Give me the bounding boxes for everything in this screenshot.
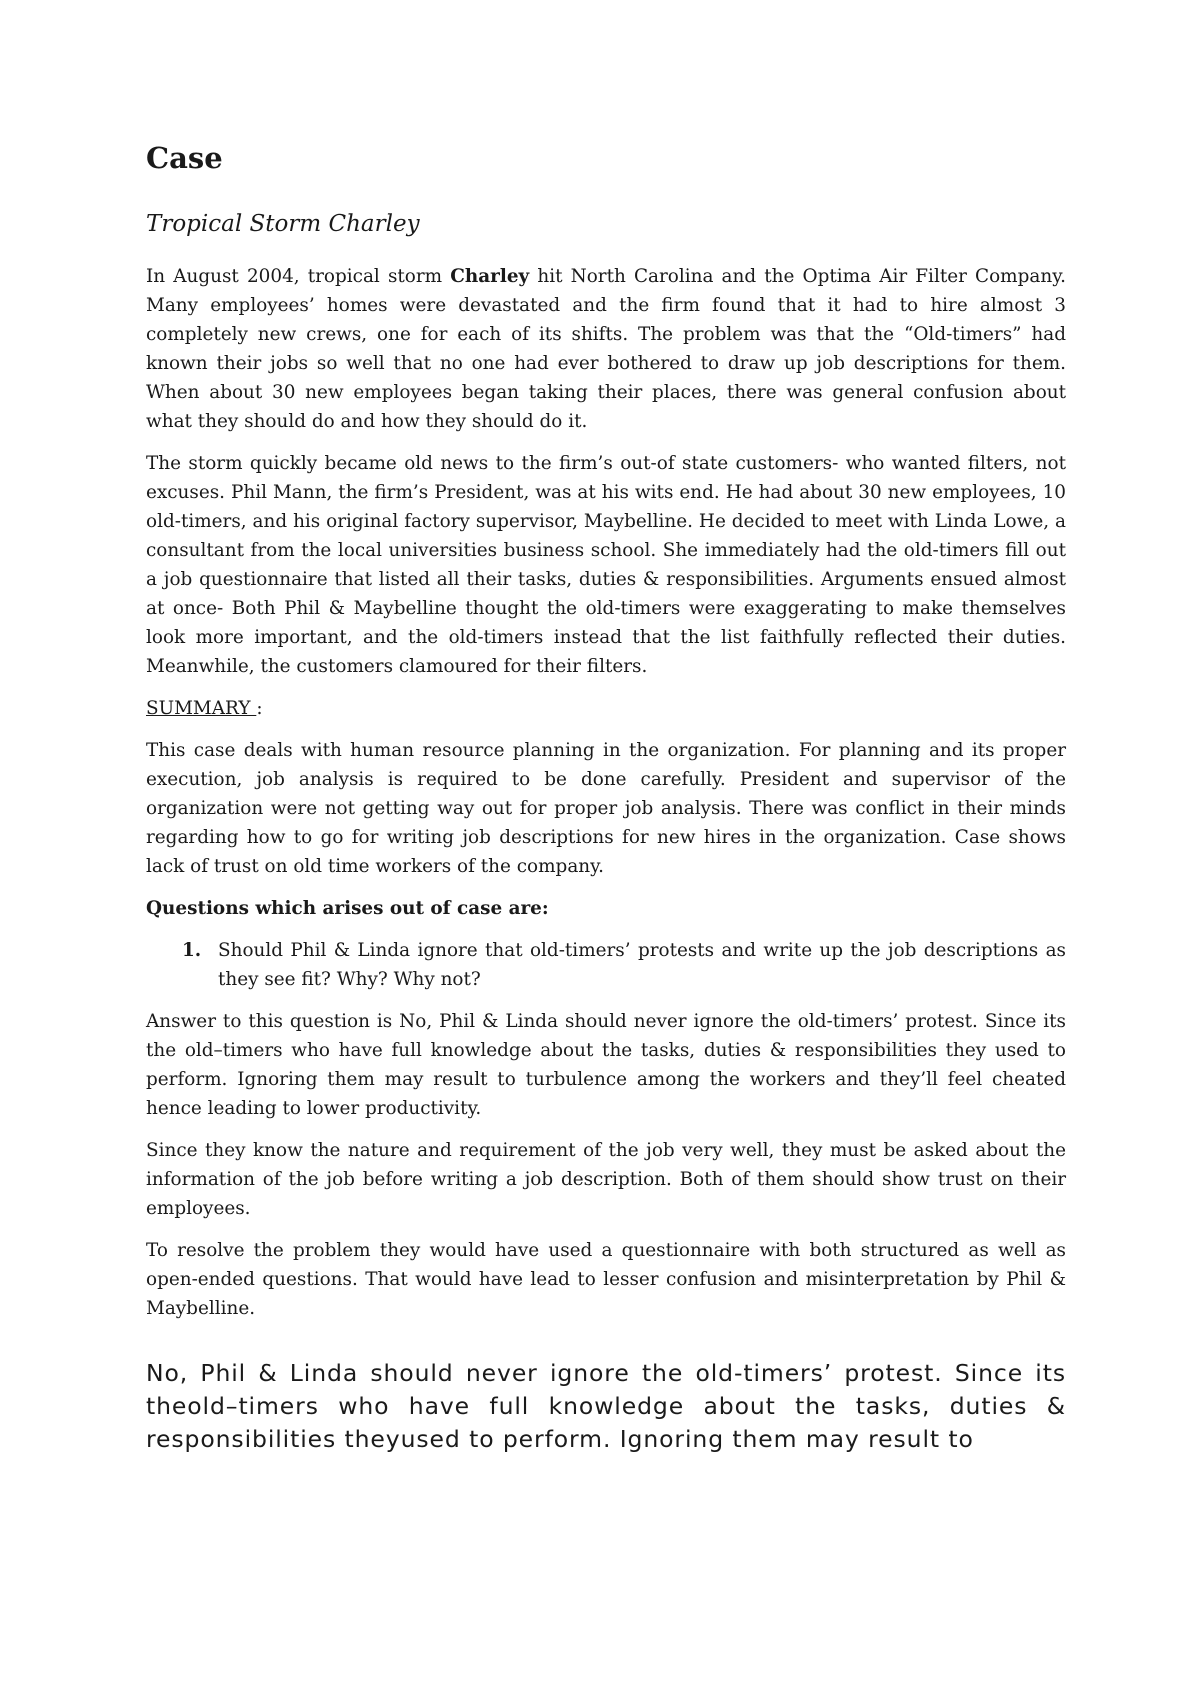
summary-heading-colon: : — [256, 698, 263, 719]
question-number: 1. — [182, 940, 202, 961]
intro-text-rest: hit North Carolina and the Optima Air Filter Company. Many employees’ homes were devastated and the firm found that it had to hire almost 3 completely new crews, one for each of its shifts. The problem was that the “Old-timers” had known their jobs so well that no one had ever bothered to draw up job descriptions for them. When about 30 new employees began taking their places, there was general confusion about what they should do and how they should do it. — [146, 266, 1066, 432]
summary-heading-label: SUMMARY — [146, 698, 257, 719]
document-body — [146, 138, 1066, 1469]
answer-paragraph-2: Since they know the nature and requirement of the job very well, they must be asked about the information of the job before writing a job description. Both of them should show trust on their employees. — [146, 1140, 1066, 1219]
storm-name: Charley — [450, 266, 530, 287]
question-item — [146, 936, 1066, 994]
questions-heading: Questions which arises out of case are: — [146, 898, 549, 919]
summary-heading — [146, 694, 1066, 723]
answer-paragraph-1: Answer to this question is No, Phil & Linda should never ignore the old-timers’ protest. Since its the old–timers who have full knowledge about the tasks, duties & responsibilities they used to perform. Ignoring them may result to turbulence among the workers and they’ll feel cheated hence leading to lower productivity. — [146, 1011, 1066, 1119]
summary-paragraph: This case deals with human resource planning in the organization. For planning and its proper execution, job analysis is required to be done carefully. President and supervisor of the organization were not getting way out for proper job analysis. There was conflict in their minds regarding how to go for writing job descriptions for new hires in the organization. Case shows lack of trust on old time workers of the company. — [146, 740, 1066, 877]
document-title: Case — [146, 141, 223, 175]
large-excerpt-paragraph: No, Phil & Linda should never ignore the old-timers’ protest. Since its theold–timers who have full knowledge about the tasks, duties & responsibilities theyused to perform. Ignoring them may result to — [146, 1359, 1066, 1453]
intro-text-start: In August 2004, tropical storm — [146, 266, 451, 287]
intro-paragraph — [146, 262, 1066, 436]
story-paragraph: The storm quickly became old news to the firm’s out-of state customers- who wanted filters, not excuses. Phil Mann, the firm’s President, was at his wits end. He had about 30 new employees, 10 old-timers, and his original factory supervisor, Maybelline. He decided to meet with Linda Lowe, a consultant from the local universities business school. She immediately had the old-timers fill out a job questionnaire that listed all their tasks, duties & responsibilities. Arguments ensued almost at once- Both Phil & Maybelline thought the old-timers were exaggerating to make themselves look more important, and the old-timers instead that the list faithfully reflected their duties. Meanwhile, the customers clamoured for their filters. — [146, 453, 1066, 677]
questions-list — [146, 936, 1066, 994]
case-subtitle: Tropical Storm Charley — [146, 211, 420, 237]
question-text: Should Phil & Linda ignore that old-timers’ protests and write up the job descriptions as they see fit? Why? Why not? — [218, 940, 1066, 990]
answer-paragraph-3: To resolve the problem they would have used a questionnaire with both structured as well as open-ended questions. That would have lead to lesser confusion and misinterpretation by Phil & Maybelline. — [146, 1240, 1066, 1319]
